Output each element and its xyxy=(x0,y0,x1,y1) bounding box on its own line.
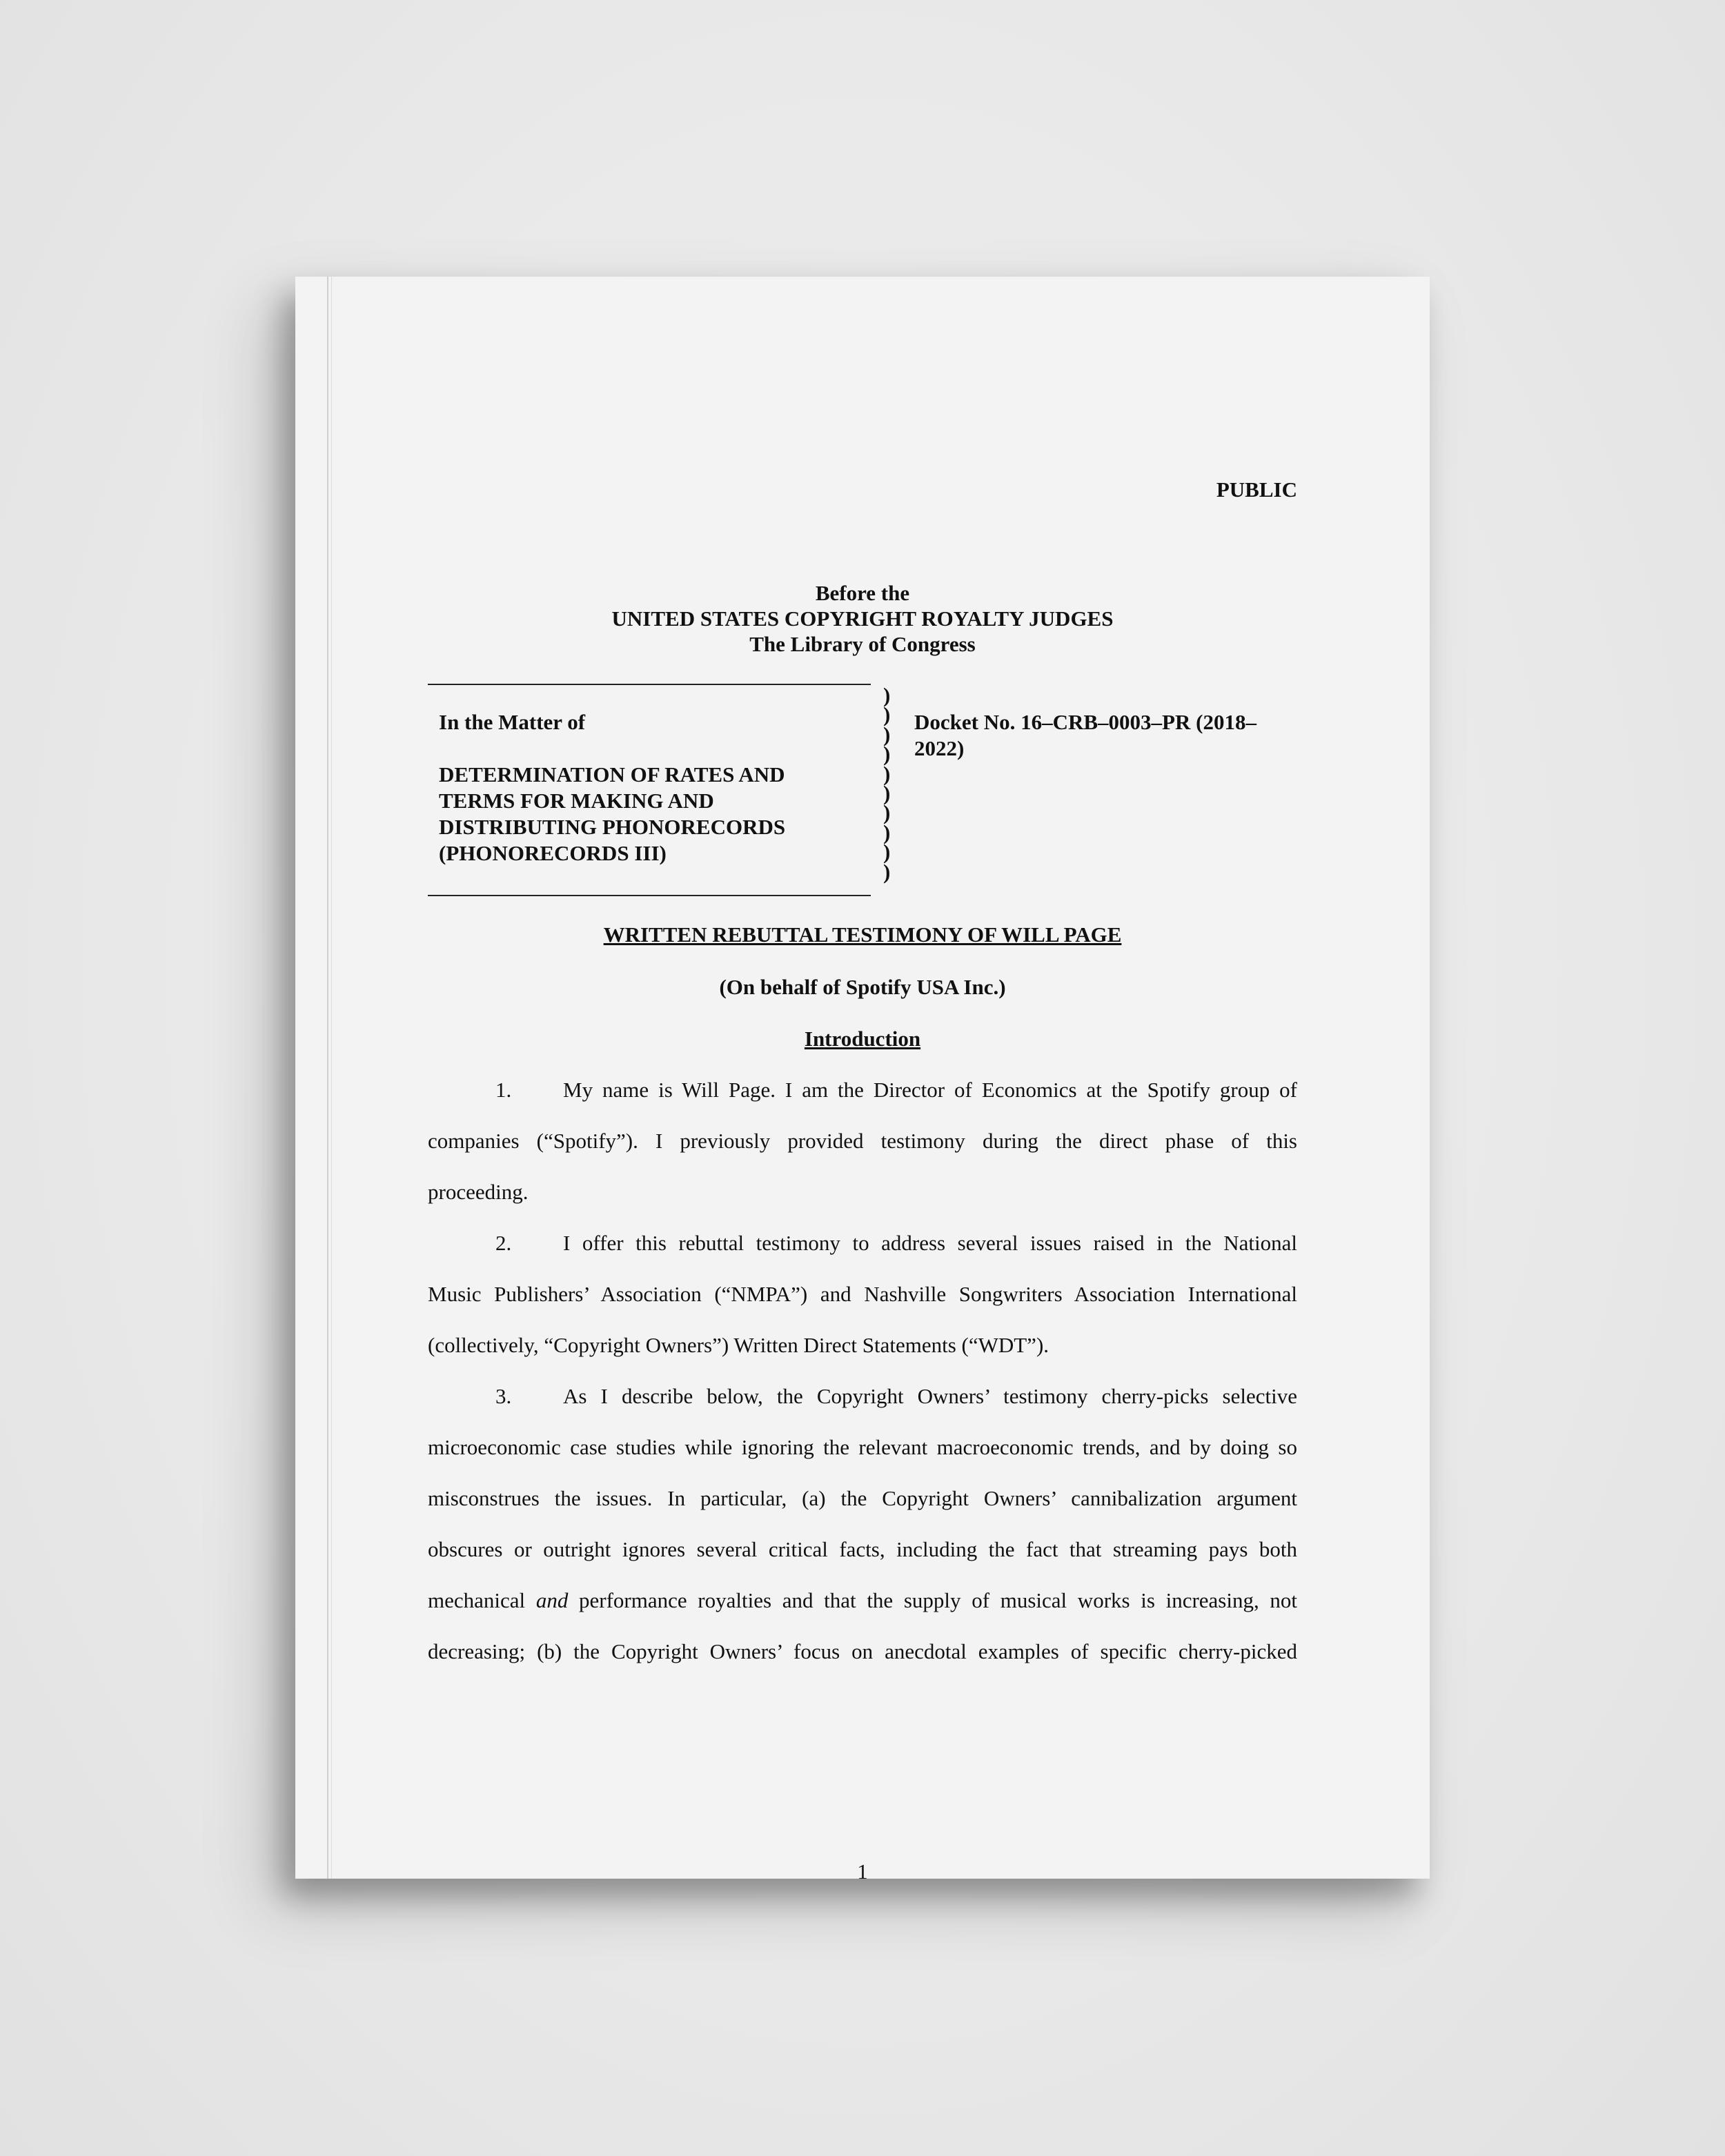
caption-subject-line: TERMS FOR MAKING AND xyxy=(439,789,714,813)
caption-subject-line: DISTRIBUTING PHONORECORDS xyxy=(439,815,786,839)
paragraph-line: My name is Will Page. I am the Director of Economics at the Spotify group of xyxy=(563,1078,1297,1102)
on-behalf-of: (On behalf of Spotify USA Inc.) xyxy=(719,975,1006,999)
paragraph-number: 3. xyxy=(495,1384,512,1408)
paragraph-line: microeconomic case studies while ignoring the relevant macroeconomic trends, and by doing so xyxy=(428,1435,1297,1459)
docket-number: Docket No. 16–CRB–0003–PR (2018–2022) xyxy=(914,710,1256,760)
paragraph-line: Music Publishers’ Association (“NMPA”) and Nashville Songwriters Association International xyxy=(428,1282,1297,1306)
paragraph-line: As I describe below, the Copyright Owners’ testimony cherry-picks selective xyxy=(563,1384,1297,1408)
document-title: WRITTEN REBUTTAL TESTIMONY OF WILL PAGE xyxy=(603,922,1122,947)
case-caption xyxy=(439,709,785,867)
paragraph-line: I offer this rebuttal testimony to address several issues raised in the National xyxy=(563,1231,1297,1255)
caption-top-rule xyxy=(428,684,871,685)
paragraph-line: (collectively, “Copyright Owners”) Written Direct Statements (“WDT”). xyxy=(428,1333,1049,1357)
paragraph-line: misconstrues the issues. In particular, (a) the Copyright Owners’ cannibalization argument xyxy=(428,1486,1297,1510)
paragraph-number: 1. xyxy=(495,1078,512,1102)
page-spine-edge xyxy=(327,277,328,1879)
text-fragment: mechanical xyxy=(428,1588,526,1612)
public-marking: PUBLIC xyxy=(1216,477,1297,502)
heading-library: The Library of Congress xyxy=(749,632,976,656)
heading-before-the: Before the xyxy=(815,581,910,605)
caption-matter: In the Matter of xyxy=(439,710,586,734)
paragraph-number: 2. xyxy=(495,1231,512,1255)
caption-subject-line: (PHONORECORDS III) xyxy=(439,841,667,865)
paragraph-line: obscures or outright ignores several critical facts, including the fact that streaming pays both xyxy=(428,1537,1297,1561)
caption-subject-line: DETERMINATION OF RATES AND xyxy=(439,762,785,787)
caption-bottom-rule xyxy=(428,895,871,896)
text-fragment: performance royalties and that the supply of musical works is increasing, not xyxy=(579,1588,1298,1612)
page-number: 1 xyxy=(857,1859,868,1883)
paragraph-line: decreasing; (b) the Copyright Owners’ focus on anecdotal examples of specific cherry-picked xyxy=(428,1639,1297,1663)
section-heading: Introduction xyxy=(804,1027,921,1051)
paragraph-line-mixed xyxy=(428,1588,1297,1614)
heading-court-name: UNITED STATES COPYRIGHT ROYALTY JUDGES xyxy=(611,606,1114,631)
paragraph-line: proceeding. xyxy=(428,1180,529,1204)
document-page xyxy=(295,277,1430,1883)
paragraph-line: companies (“Spotify”). I previously provided testimony during the direct phase of this xyxy=(428,1129,1297,1153)
caption-paren-column: ) ) ) ) ) ) ) ) ) ) xyxy=(883,683,891,884)
italic-and: and xyxy=(535,1588,569,1612)
page-spine-edge-inner xyxy=(331,277,332,1879)
